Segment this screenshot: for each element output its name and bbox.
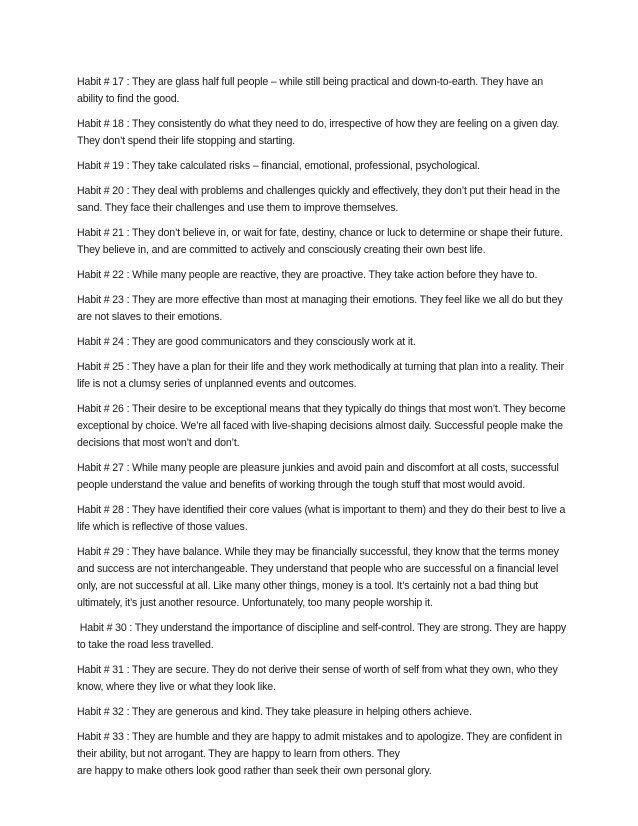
paragraph-habit-17: Habit # 17 : They are glass half full people – while still being practical and down-to-earth. They have an ability to find the good.	[77, 76, 544, 105]
paragraph-habit-23: Habit # 23 : They are more effective than most at managing their emotions. They feel like we all do but they are not slaves to their emotions.	[77, 294, 563, 323]
paragraph-habit-20: Habit # 20 : They deal with problems and challenges quickly and effectively, they don’t put their head in the sand. They face their challenges and use them to improve themselves.	[77, 185, 561, 214]
paragraph-habit-19: Habit # 19 : They take calculated risks – financial, emotional, professional, psychological.	[77, 160, 480, 172]
paragraph-habit-29: Habit # 29 : They have balance. While they may be financially successful, they know that the terms money and success are not interchangeable. They understand that people who are successful on a financial level only, are not successful at all. Like many other things, money is a tool. It’s certainly not a bad thing but ultimately, it’s just another resource. Unfortunately, too many people worship it.	[77, 546, 559, 609]
paragraph-habit-24: Habit # 24 : They are good communicators and they consciously work at it.	[77, 336, 416, 348]
paragraph-habit-33: Habit # 33 : They are humble and they are happy to admit mistakes and to apologize. They are confident in their ability, but not arrogant. They are happy to learn from others. They are happy to make others look good rather than seek their own personal glory.	[77, 731, 563, 777]
document-body	[77, 74, 567, 788]
paragraph-habit-22: Habit # 22 : While many people are reactive, they are proactive. They take action before they have to.	[77, 269, 538, 281]
paragraph-habit-32: Habit # 32 : They are generous and kind. They take pleasure in helping others achieve.	[77, 706, 472, 718]
paragraph-habit-30: Habit # 30 : They understand the importance of discipline and self-control. They are strong. They are happy to take the road less travelled.	[77, 622, 569, 651]
paragraph-habit-21: Habit # 21 : They don’t believe in, or wait for fate, destiny, chance or luck to determine or shape their future. They believe in, and are committed to actively and consciously creating their own best life.	[77, 227, 563, 256]
paragraph-habit-28: Habit # 28 : They have identified their core values (what is important to them) and they do their best to live a life which is reflective of those values.	[77, 504, 566, 533]
paragraph-habit-18: Habit # 18 : They consistently do what they need to do, irrespective of how they are feeling on a given day. They don’t spend their life stopping and starting.	[77, 118, 560, 147]
paragraph-habit-26: Habit # 26 : Their desire to be exceptional means that they typically do things that most won’t. They become exceptional by choice. We’re all faced with live-shaping decisions almost daily. Successful people make the decisions that most won’t and don’t.	[77, 403, 566, 449]
paragraph-habit-27: Habit # 27 : While many people are pleasure junkies and avoid pain and discomfort at all costs, successful people understand the value and benefits of working through the tough stuff that most would avoid.	[77, 462, 559, 491]
paragraph-habit-25: Habit # 25 : They have a plan for their life and they work methodically at turning that plan into a reality. Their life is not a clumsy series of unplanned events and outcomes.	[77, 361, 564, 390]
paragraph-habit-31: Habit # 31 : They are secure. They do not derive their sense of worth of self from what they own, who they know, where they live or what they look like.	[77, 664, 558, 693]
